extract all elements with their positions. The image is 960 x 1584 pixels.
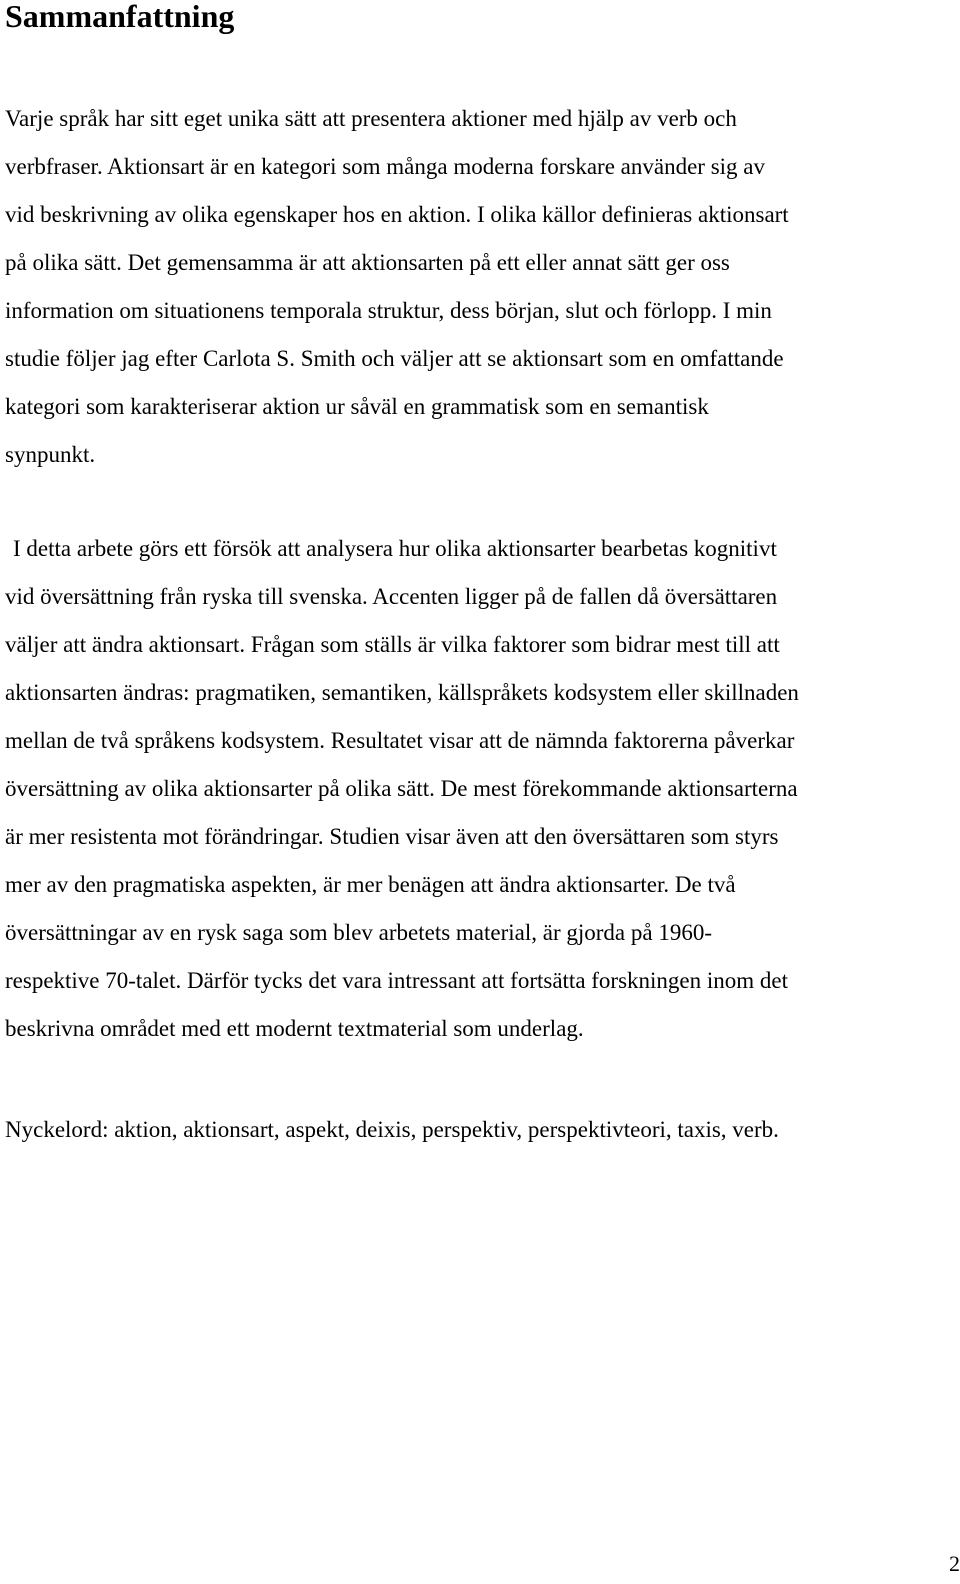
text-line: respektive 70-talet. Därför tycks det vara intressant att fortsätta forskningen inom det xyxy=(5,968,789,993)
page-title: Sammanfattning xyxy=(5,0,235,34)
text-line: I detta arbete görs ett försök att analysera hur olika aktionsarter bearbetas kognitivt xyxy=(13,536,777,561)
page-number: 2 xyxy=(949,1551,960,1576)
text-line: aktionsarten ändras: pragmatiken, semantiken, källspråkets kodsystem eller skillnaden xyxy=(5,680,799,705)
text-line: mellan de två språkens kodsystem. Resultatet visar att de nämnda faktorerna påverkar xyxy=(5,728,795,753)
text-line: Varje språk har sitt eget unika sätt att presentera aktioner med hjälp av verb och xyxy=(5,106,737,131)
text-line: beskrivna området med ett modernt textmaterial som underlag. xyxy=(5,1016,584,1041)
text-line: synpunkt. xyxy=(5,442,96,467)
text-line: studie följer jag efter Carlota S. Smith och väljer att se aktionsart som en omfattande xyxy=(5,346,784,371)
summary-paragraph-2 xyxy=(5,525,799,1053)
text-line: mer av den pragmatiska aspekten, är mer benägen att ändra aktionsarter. De två xyxy=(5,872,736,897)
text-line: är mer resistenta mot förändringar. Studien visar även att den översättaren som styrs xyxy=(5,824,779,849)
text-line: översättningar av en rysk saga som blev arbetets material, är gjorda på 1960- xyxy=(5,920,713,945)
keywords-line: Nyckelord: aktion, aktionsart, aspekt, deixis, perspektiv, perspektivteori, taxis, verb. xyxy=(5,1117,779,1142)
text-line: väljer att ändra aktionsart. Frågan som ställs är vilka faktorer som bidrar mest till att xyxy=(5,632,780,657)
text-line: vid översättning från ryska till svenska. Accenten ligger på de fallen då översättaren xyxy=(5,584,778,609)
text-line: verbfraser. Aktionsart är en kategori som många moderna forskare använder sig av xyxy=(5,154,765,179)
text-line: översättning av olika aktionsarter på olika sätt. De mest förekommande aktionsarterna xyxy=(5,776,798,801)
text-line: vid beskrivning av olika egenskaper hos en aktion. I olika källor definieras aktionsart xyxy=(5,202,789,227)
text-line: information om situationens temporala struktur, dess början, slut och förlopp. I min xyxy=(5,298,772,323)
keywords-paragraph xyxy=(5,1106,779,1154)
text-line: kategori som karakteriserar aktion ur såväl en grammatisk som en semantisk xyxy=(5,394,709,419)
text-line: på olika sätt. Det gemensamma är att aktionsarten på ett eller annat sätt ger oss xyxy=(5,250,730,275)
summary-paragraph-1 xyxy=(5,95,789,479)
